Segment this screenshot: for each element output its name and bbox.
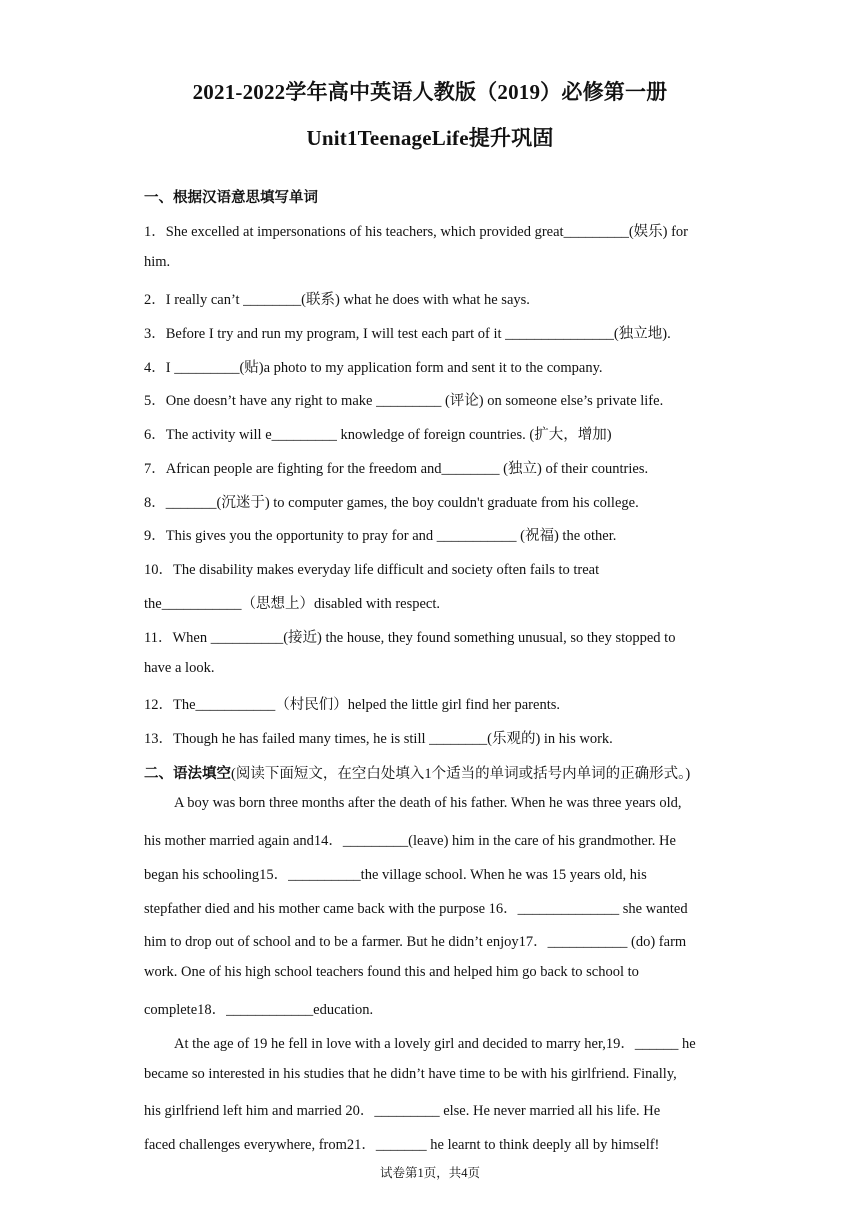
question-line: him.: [144, 254, 171, 270]
passage-line: work. One of his high school teachers found this and helped him go back to school to: [144, 964, 639, 980]
question-line: 12．The___________（村民们）helped the little girl find her parents.: [144, 697, 560, 713]
passage-line: faced challenges everywhere, from21．_______ he learnt to think deeply all by himself!: [144, 1137, 660, 1153]
passage-line: his mother married again and14．_________(leave) him in the care of his grandmother. He: [144, 833, 676, 849]
passage-line: him to drop out of school and to be a farmer. But he didn’t enjoy17．___________ (do) farm: [144, 934, 687, 950]
question-line: 6．The activity will e_________ knowledge of foreign countries. (扩大，增加): [144, 427, 612, 443]
question-line: 5．One doesn’t have any right to make _________ (评论) on someone else’s private life.: [144, 393, 664, 409]
passage-line: complete18．____________education.: [144, 1002, 374, 1018]
passage-line: A boy was born three months after the death of his father. When he was three years old,: [174, 795, 682, 811]
section2-heading-title: 二、语法填空: [144, 766, 231, 782]
document-title: 2021-2022学年高中英语人教版（2019）必修第一册: [192, 80, 668, 104]
section2-heading: [144, 762, 690, 783]
question-line: 8．_______(沉迷于) to computer games, the boy couldn't graduate from his college.: [144, 495, 639, 511]
question-line: have a look.: [144, 660, 215, 676]
section2-instructions: (阅读下面短文，在空白处填入1个适当的单词或括号内单词的正确形式。): [231, 766, 691, 782]
question-line: 4．I _________(贴)a photo to my application form and sent it to the company.: [144, 360, 603, 376]
passage-line: stepfather died and his mother came back with the purpose 16．______________ she wanted: [144, 901, 688, 917]
section1-heading: 一、根据汉语意思填写单词: [144, 190, 318, 206]
question-line: 2．I really can’t ________(联系) what he does with what he says.: [144, 292, 530, 308]
question-line: 9．This gives you the opportunity to pray for and ___________ (祝福) the other.: [144, 528, 617, 544]
document-subtitle: Unit1TeenageLife提升巩固: [306, 126, 554, 150]
passage-line: his girlfriend left him and married 20．_________ else. He never married all his life. He: [144, 1103, 661, 1119]
question-line: 13．Though he has failed many times, he is still ________(乐观的) in his work.: [144, 731, 613, 747]
question-line: 10．The disability makes everyday life difficult and society often fails to treat: [144, 562, 600, 578]
question-line: 7．African people are fighting for the freedom and________ (独立) of their countries.: [144, 461, 649, 477]
question-line: 1．She excelled at impersonations of his teachers, which provided great_________(娱乐) for: [144, 224, 689, 240]
passage-line: began his schooling15．__________the village school. When he was 15 years old, his: [144, 867, 647, 883]
question-line: 11．When __________(接近) the house, they found something unusual, so they stopped to: [144, 630, 676, 646]
passage-line: At the age of 19 he fell in love with a lovely girl and decided to marry her,19．______ he: [174, 1036, 696, 1052]
question-line: the___________（思想上）disabled with respect.: [144, 596, 440, 612]
passage-line: became so interested in his studies that he didn’t have time to be with his girlfriend. Finally,: [144, 1066, 677, 1082]
question-line: 3．Before I try and run my program, I will test each part of it _______________(独立地).: [144, 326, 671, 342]
page-footer: 试卷第1页，共4页: [379, 1166, 480, 1180]
